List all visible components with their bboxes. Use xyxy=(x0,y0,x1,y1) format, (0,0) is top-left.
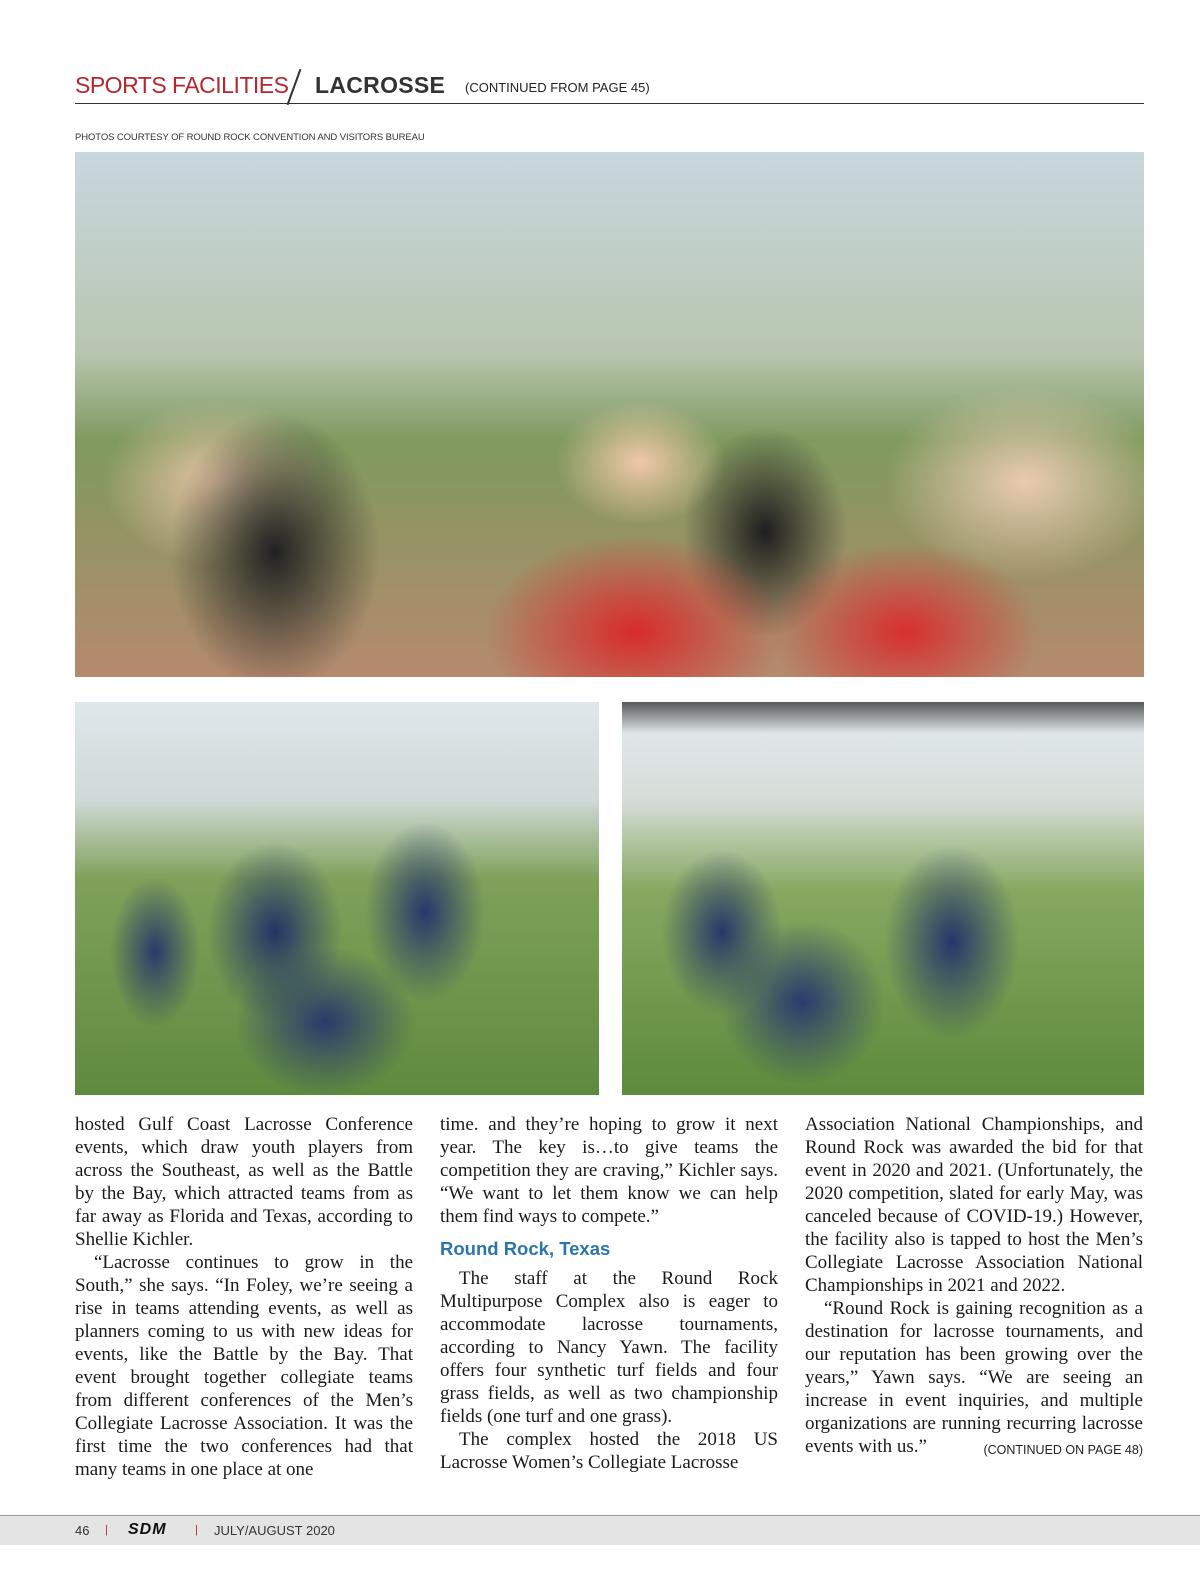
section-name: SPORTS FACILITIES xyxy=(75,72,289,98)
sdm-logo: SDM xyxy=(128,1521,167,1538)
article-column-3 xyxy=(805,1113,1143,1462)
paragraph: Association National Championships, and Round Rock was awarded the bid for that event in 2020 and 2021. (Unfortunately, the 2020 competition, slated for early May, was canceled because of COVID-19.) However, the facility also is tapped to host the Men’s Collegiate Lacrosse Association National Championships in 2021 and 2022. xyxy=(805,1114,1143,1296)
continued-from-note: (CONTINUED FROM PAGE 45) xyxy=(465,80,650,95)
page-header xyxy=(75,64,1144,104)
subhead-round-rock: Round Rock, Texas xyxy=(440,1238,611,1259)
team-huddle-photo xyxy=(75,152,1144,677)
paragraph: The staff at the Round Rock Multipurpose Complex also is eager to accommodate lacrosse tournaments, according to Nancy Yawn. The facility offers four synthetic turf fields and four grass fields, as well as two championship fields (one turf and one grass). xyxy=(440,1268,778,1427)
continued-on-link[interactable]: (CONTINUED ON PAGE 48) xyxy=(983,1443,1143,1457)
paragraph-text: “Round Rock is gaining recognition as a destination for lacrosse tournaments, and our reputation has been growing over the years,” Yawn says. “We are seeing an increase in event inquiries, and multiple organizations are running recurring lacrosse events with us.” xyxy=(805,1298,1143,1457)
photo-credit: PHOTOS COURTESY OF ROUND ROCK CONVENTION AND VISITORS BUREAU xyxy=(75,132,425,143)
paragraph xyxy=(805,1297,1143,1458)
paragraph: time. and they’re hoping to grow it next year. The key is…to give teams the competition they are craving,” Kichler says. “We want to let them know we can help them find ways to compete.” xyxy=(440,1114,778,1227)
paragraph: hosted Gulf Coast Lacrosse Conference events, which draw youth players from across the Southeast, as well as the Battle by the Bay, which attracted teams from as far away as Florida and Texas, according to Shellie Kichler. xyxy=(75,1114,413,1250)
footer-separator: | xyxy=(195,1524,198,1536)
article-column-2 xyxy=(440,1113,778,1474)
sideline-players-photo xyxy=(75,702,599,1095)
page-number: 46 xyxy=(75,1523,90,1538)
paragraph: “Lacrosse continues to grow in the South,” she says. “In Foley, we’re seeing a rise in teams attending events, as well as planners coming to us with new ideas for events, like the Battle by the Bay. That event brought together collegiate teams from different conferences of the Men’s Collegiate Lacrosse Association. It was the first time the two conferences had that many teams in one place at one xyxy=(75,1252,413,1480)
celebrating-players-photo xyxy=(622,702,1144,1095)
page-footer xyxy=(0,1515,1200,1545)
footer-separator: | xyxy=(105,1524,108,1536)
issue-date: JULY/AUGUST 2020 xyxy=(214,1523,335,1538)
header-slash-divider xyxy=(287,69,302,105)
topic-title: LACROSSE xyxy=(315,72,446,98)
paragraph: The complex hosted the 2018 US Lacrosse Women’s Collegiate Lacrosse xyxy=(440,1429,778,1473)
article-column-1 xyxy=(75,1113,413,1481)
